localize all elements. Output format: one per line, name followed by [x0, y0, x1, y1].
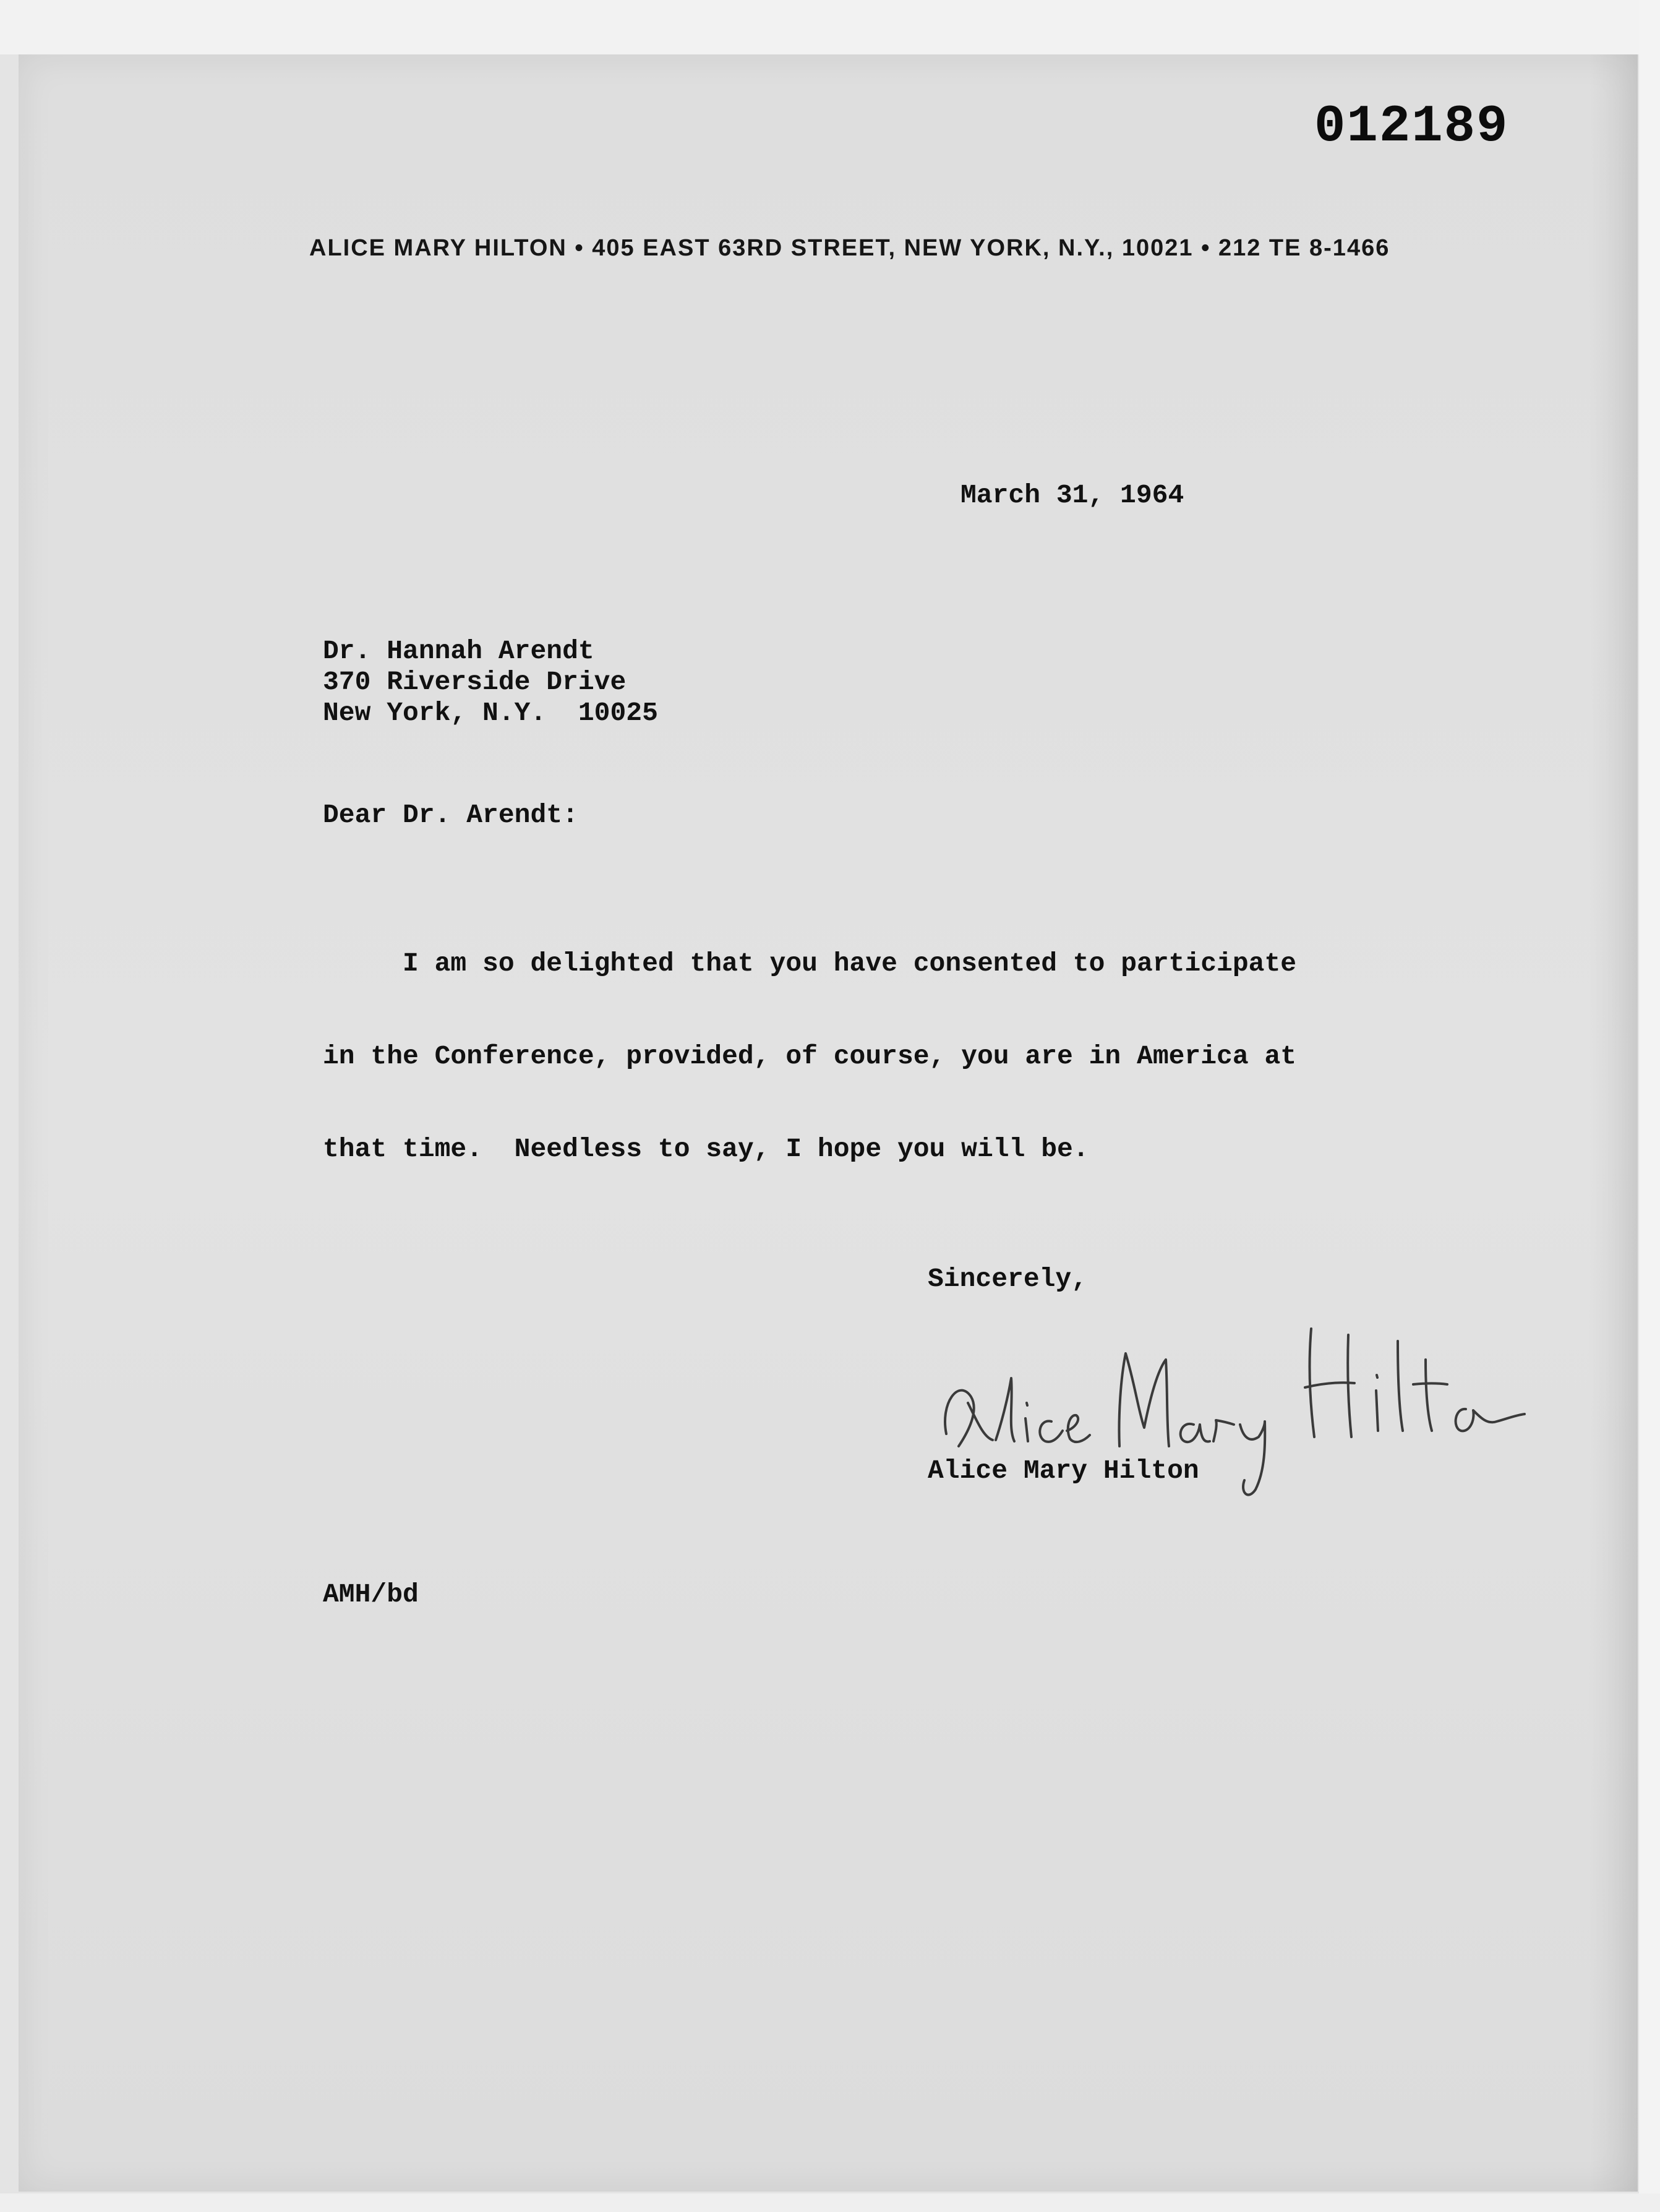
scan-border-top — [0, 0, 1660, 54]
signer-name: Alice Mary Hilton — [928, 1455, 1199, 1486]
recipient-city: New York, N.Y. 10025 — [323, 698, 658, 728]
reference-initials: AMH/bd — [323, 1579, 419, 1610]
document-number: 012189 — [1314, 98, 1509, 156]
scan-border-bottom — [0, 2193, 1660, 2212]
scan-border-right — [1639, 0, 1660, 2212]
letter-page — [19, 54, 1638, 2192]
body-line: I am so delighted that you have consented to participate — [323, 948, 1297, 979]
letterhead: ALICE MARY HILTON • 405 EAST 63RD STREET, NEW YORK, N.Y., 10021 • 212 TE 8-1466 — [309, 235, 1390, 261]
salutation: Dear Dr. Arendt: — [323, 800, 578, 830]
recipient-street: 370 Riverside Drive — [323, 667, 627, 697]
body-line: that time. Needless to say, I hope you will be. — [323, 1134, 1089, 1164]
closing: Sincerely, — [928, 1264, 1088, 1294]
recipient-name: Dr. Hannah Arendt — [323, 636, 594, 666]
letter-date: March 31, 1964 — [960, 480, 1184, 510]
page-shadow — [1588, 54, 1638, 2192]
letter-body — [323, 886, 1296, 1227]
body-line: in the Conference, provided, of course, you are in America at — [323, 1041, 1297, 1071]
